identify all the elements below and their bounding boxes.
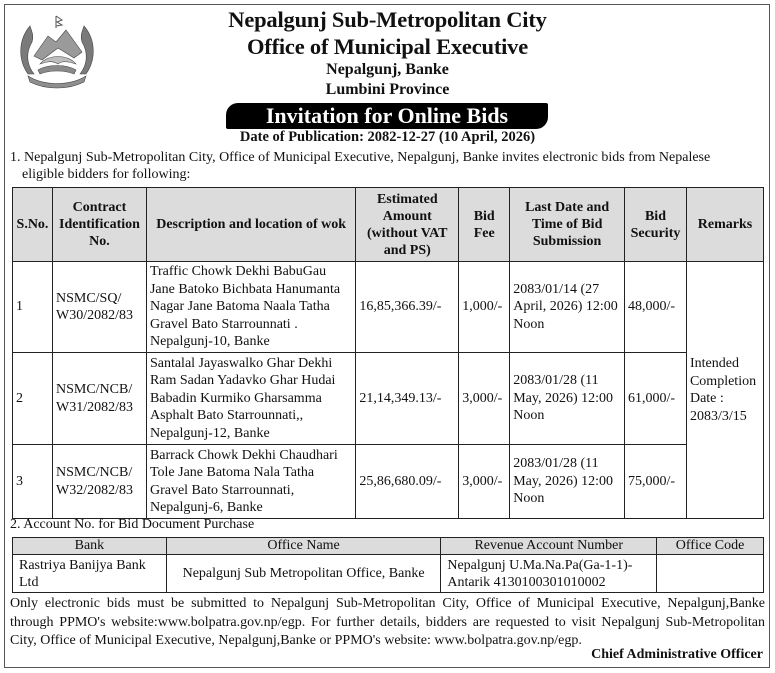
footer-paragraph: Only electronic bids must be submitted to Nepalgunj Sub-Metropolitan City, Office of Municipal Executive, Nepalgunj,Banke through PPMO's website:www.bolpatra.gov.np/egp. For further details, bidders are requested to visit Nepalgunj Sub-Metropolitan City, Office of Municipal Executive, Nepalgunj,Banke or PPMO's website: www.bolpatra.gov.np/egp. — [10, 596, 765, 648]
cell-remarks: Intended Completion Date : 2083/3/15 — [686, 262, 763, 519]
cell-amount: 16,85,366.39/- — [356, 262, 459, 353]
cell-description: Barrack Chowk Dekhi Chaudhari Tole Jane Batoma Nala Tatha Gravel Bato Starrounnati, Nepalgunj-6, Banke — [146, 445, 355, 519]
col-revenue: Revenue Account Number — [441, 538, 657, 555]
cell-fee: 3,000/- — [459, 445, 510, 519]
col-lastdate: Last Date and Time of Bid Submission — [510, 188, 625, 262]
cell-sno: 1 — [13, 262, 53, 353]
col-security: Bid Security — [625, 188, 687, 262]
cell-sno: 3 — [13, 445, 53, 519]
org-title: Nepalgunj Sub-Metropolitan City — [228, 7, 547, 32]
cell-fee: 3,000/- — [459, 353, 510, 445]
intro-paragraph — [10, 149, 765, 183]
cell-security: 48,000/- — [625, 262, 687, 353]
intro-line-2: eligible bidders for following: — [22, 167, 191, 182]
col-office-code: Office Code — [657, 538, 764, 555]
cell-office-name: Nepalgunj Sub Metropolitan Office, Banke — [166, 555, 441, 593]
cell-lastdate: 2083/01/28 (11 May, 2026) 12:00 Noon — [510, 353, 625, 445]
cell-security: 75,000/- — [625, 445, 687, 519]
bids-table — [12, 187, 764, 519]
cell-amount: 25,86,680.09/- — [356, 445, 459, 519]
intro-line-1: 1. Nepalgunj Sub-Metropolitan City, Office of Municipal Executive, Nepalgunj, Banke invites electronic bids from Nepalese — [10, 150, 711, 165]
signature: Chief Administrative Officer — [591, 647, 763, 662]
col-office-name: Office Name — [166, 538, 441, 555]
location-line: Nepalgunj, Banke — [326, 61, 449, 78]
cell-office-code — [657, 555, 764, 593]
col-sno: S.No. — [13, 188, 53, 262]
account-table — [12, 537, 764, 593]
col-description: Description and location of wok — [146, 188, 355, 262]
notice-banner: Invitation for Online Bids — [226, 103, 548, 129]
province-line: Lumbini Province — [325, 81, 450, 98]
col-fee: Bid Fee — [459, 188, 510, 262]
cell-fee: 1,000/- — [459, 262, 510, 353]
office-title: Office of Municipal Executive — [246, 34, 529, 59]
cell-bank: Rastriya Banijya Bank Ltd — [13, 555, 167, 593]
col-contract: Contract Identification No. — [52, 188, 146, 262]
col-remarks: Remarks — [686, 188, 763, 262]
cell-security: 61,000/- — [625, 353, 687, 445]
cell-contract: NSMC/SQ/ W30/2082/83 — [52, 262, 146, 353]
cell-sno: 2 — [13, 353, 53, 445]
table-row — [13, 262, 764, 353]
col-amount: Estimated Amount (without VAT and PS) — [356, 188, 459, 262]
table-row — [13, 555, 764, 593]
table-row — [13, 353, 764, 445]
bids-header-row — [13, 188, 764, 262]
table-row — [13, 445, 764, 519]
col-bank: Bank — [13, 538, 167, 555]
publication-date: Date of Publication: 2082-12-27 (10 April, 2026) — [239, 129, 536, 145]
cell-contract: NSMC/NCB/ W31/2082/83 — [52, 353, 146, 445]
cell-description: Santalal Jayaswalko Ghar Dekhi Ram Sadan Yadavko Ghar Hudai Babadin Kurmiko Gharsamma Asphalt Bato Starrounnati,, Nepalgunj-12, Banke — [146, 353, 355, 445]
cell-lastdate: 2083/01/14 (27 April, 2026) 12:00 Noon — [510, 262, 625, 353]
cell-description: Traffic Chowk Dekhi BabuGau Jane Batoko Bichbata Hanumanta Nagar Jane Batoma Naala Tatha Gravel Bato Starrounnati . Nepalgunj-10, Banke — [146, 262, 355, 353]
cell-lastdate: 2083/01/28 (11 May, 2026) 12:00 Noon — [510, 445, 625, 519]
cell-contract: NSMC/NCB/ W32/2082/83 — [52, 445, 146, 519]
cell-revenue: Nepalgunj U.Ma.Na.Pa(Ga-1-1)-Antarik 4130100301010002 — [441, 555, 657, 593]
account-section-title: 2. Account No. for Bid Document Purchase — [10, 517, 255, 532]
cell-amount: 21,14,349.13/- — [356, 353, 459, 445]
account-header-row — [13, 538, 764, 555]
